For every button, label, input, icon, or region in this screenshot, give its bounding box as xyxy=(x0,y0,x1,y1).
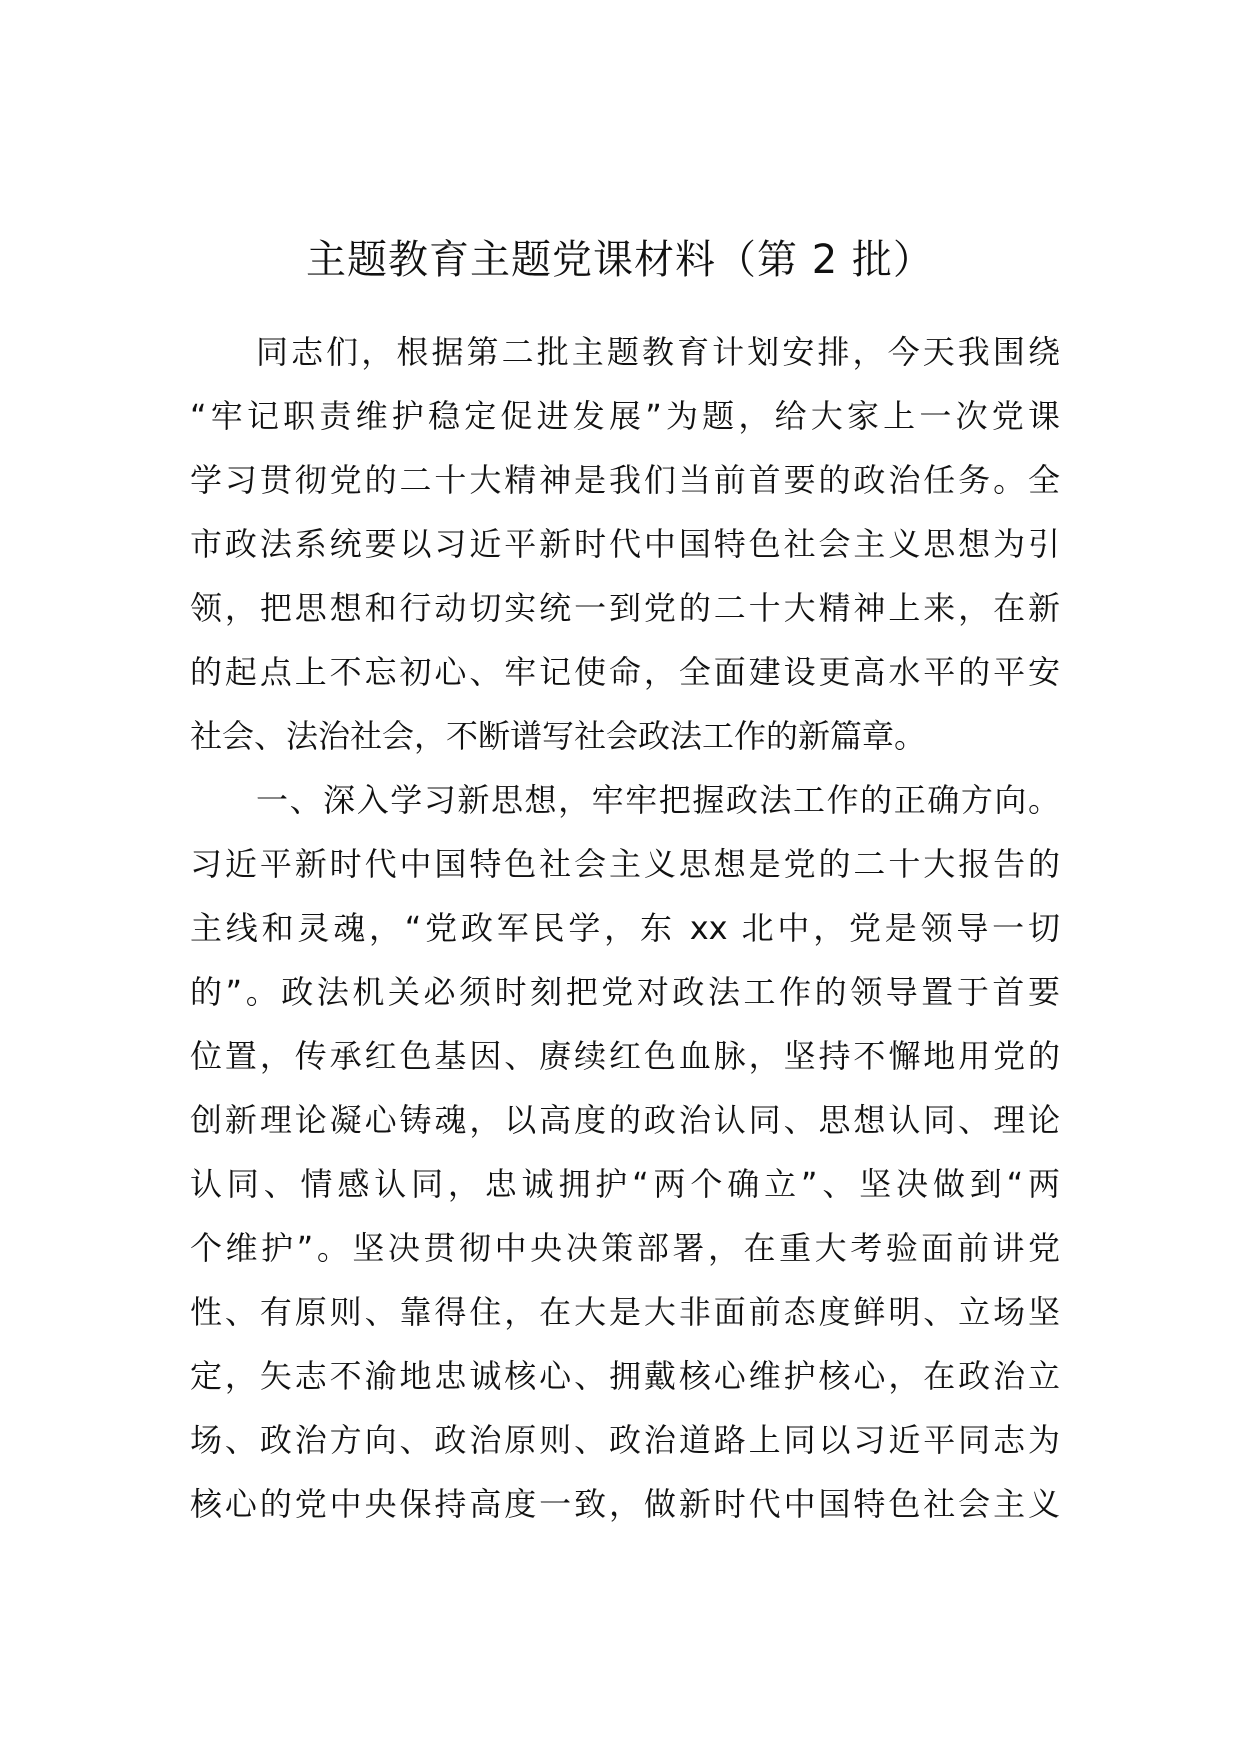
paragraph-line: 的起点上不忘初心、牢记使命，全面建设更高水平的平安 xyxy=(190,653,1060,691)
paragraph-line: 的”。政法机关必须时刻把党对政法工作的领导置于首要 xyxy=(190,973,1060,1011)
paragraph-line: 习近平新时代中国特色社会主义思想是党的二十大报告的 xyxy=(190,845,1060,883)
paragraph-line: 主线和灵魂，“党政军民学，东 xx 北中，党是领导一切 xyxy=(190,909,1060,947)
paragraph-line: 同志们，根据第二批主题教育计划安排，今天我围绕 xyxy=(256,333,1060,371)
paragraph-line: 创新理论凝心铸魂，以高度的政治认同、思想认同、理论 xyxy=(190,1101,1060,1139)
section-heading-line: 一、深入学习新思想，牢牢把握政法工作的正确方向。 xyxy=(256,781,1060,819)
paragraph-line: 性、有原则、靠得住，在大是大非面前态度鲜明、立场坚 xyxy=(190,1293,1060,1331)
paragraph-line: “牢记职责维护稳定促进发展”为题，给大家上一次党课 xyxy=(190,397,1060,435)
paragraph-line: 位置，传承红色基因、赓续红色血脉，坚持不懈地用党的 xyxy=(190,1037,1060,1075)
paragraph-line: 核心的党中央保持高度一致，做新时代中国特色社会主义 xyxy=(190,1485,1060,1523)
paragraph-line: 场、政治方向、政治原则、政治道路上同以习近平同志为 xyxy=(190,1421,1060,1459)
paragraph-line: 个维护”。坚决贯彻中央决策部署，在重大考验面前讲党 xyxy=(190,1229,1060,1267)
paragraph-line: 定，矢志不渝地忠诚核心、拥戴核心维护核心，在政治立 xyxy=(190,1357,1060,1395)
paragraph-line: 领，把思想和行动切实统一到党的二十大精神上来，在新 xyxy=(190,589,1060,627)
paragraph-line: 学习贯彻党的二十大精神是我们当前首要的政治任务。全 xyxy=(190,461,1060,499)
paragraph-line: 社会、法治社会，不断谱写社会政法工作的新篇章。 xyxy=(190,717,927,755)
paragraph-line: 市政法系统要以习近平新时代中国特色社会主义思想为引 xyxy=(190,525,1060,563)
document-title: 主题教育主题党课材料（第 2 批） xyxy=(306,237,934,283)
paragraph-line: 认同、情感认同，忠诚拥护“两个确立”、坚决做到“两 xyxy=(190,1165,1060,1203)
